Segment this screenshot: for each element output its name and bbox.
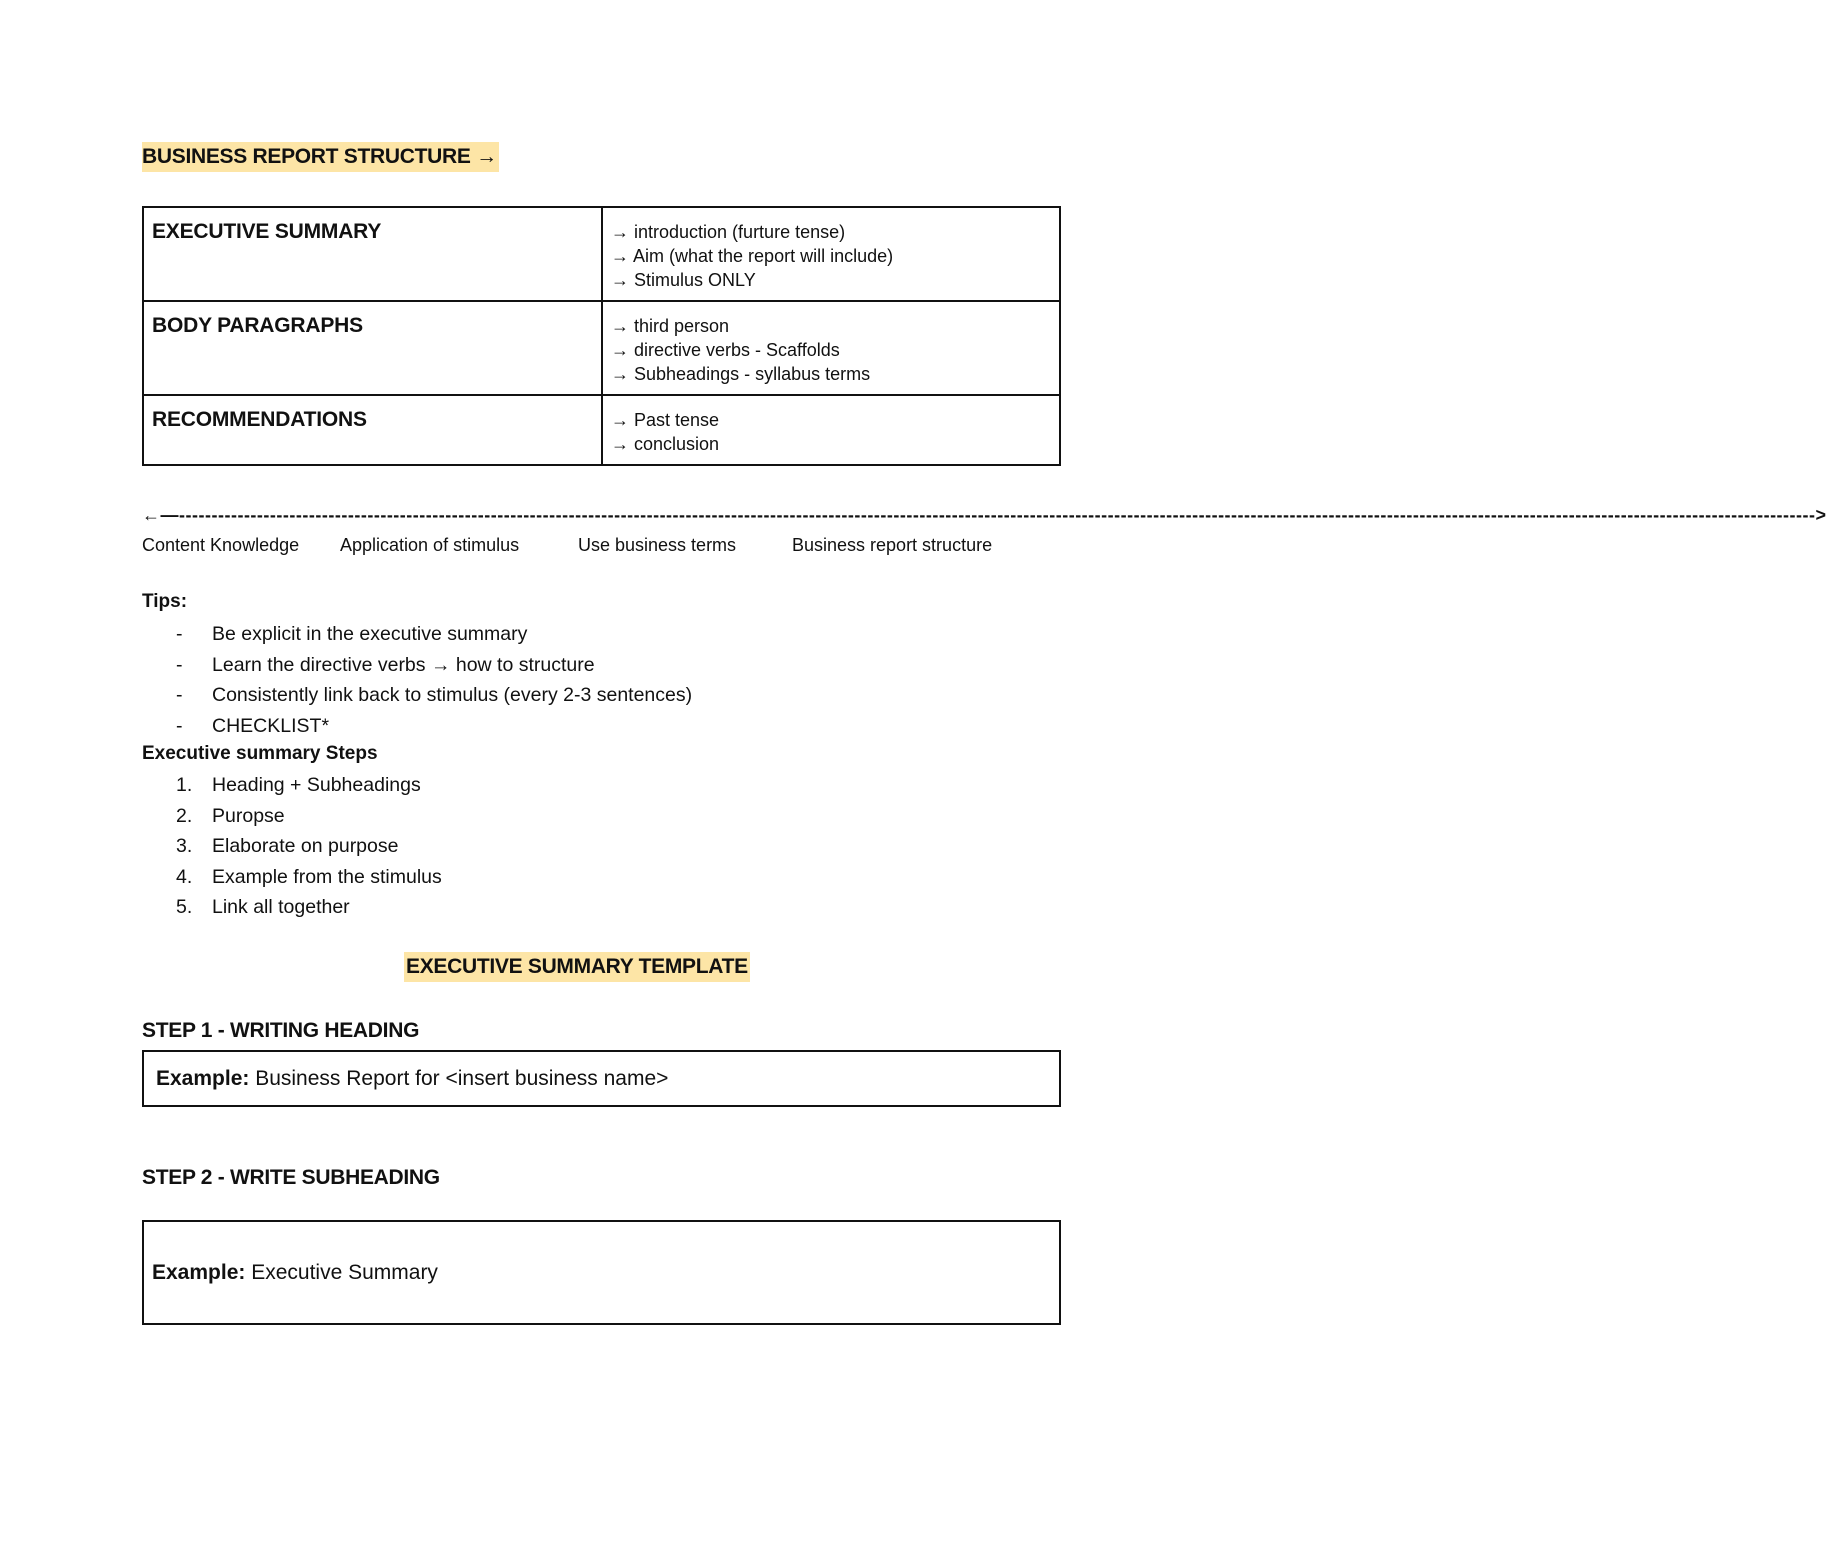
section-notes-executive-summary <box>602 207 1060 301</box>
tip-text: Learn the directive verbs → how to structure <box>212 653 595 676</box>
note-line: → directive verbs - Scaffolds <box>611 340 840 360</box>
tips-heading: Tips: <box>142 591 188 612</box>
step-text: Elaborate on purpose <box>212 835 399 857</box>
tip-text: Consistently link back to stimulus (every 2-3 sentences) <box>212 684 693 706</box>
list-item <box>142 681 692 712</box>
note-line: → Subheadings - syllabus terms <box>611 364 871 384</box>
table-row <box>143 207 1060 301</box>
step1-example <box>156 1067 668 1091</box>
step-text: Link all together <box>212 896 350 918</box>
note-line: → Aim (what the report will include) <box>611 246 894 266</box>
section-label-body-paragraphs: BODY PARAGRAPHS <box>143 301 602 395</box>
steps-heading: Executive summary Steps <box>142 743 378 764</box>
example-label: Example: <box>156 1067 250 1090</box>
step2-heading: STEP 2 - WRITE SUBHEADING <box>142 1166 440 1189</box>
step-number: 4. <box>176 865 193 888</box>
section-label-executive-summary: EXECUTIVE SUMMARY <box>143 207 602 301</box>
template-title: EXECUTIVE SUMMARY TEMPLATE <box>404 952 750 982</box>
list-item <box>142 863 442 894</box>
tip-text: Be explicit in the executive summary <box>212 623 528 645</box>
step1-heading: STEP 1 - WRITING HEADING <box>142 1019 420 1042</box>
table-row <box>143 301 1060 395</box>
step2-example <box>152 1261 438 1285</box>
note-line: → Past tense <box>611 410 720 430</box>
tips-list <box>142 620 692 742</box>
structure-table <box>142 206 1061 466</box>
bullet-dash: - <box>176 714 183 737</box>
section-notes-recommendations <box>602 395 1060 465</box>
scale-label: Content Knowledge <box>142 535 300 555</box>
step-number: 3. <box>176 835 193 857</box>
list-item <box>142 712 692 743</box>
list-item <box>142 802 442 833</box>
table-row <box>143 395 1060 465</box>
example-text: Executive Summary <box>245 1261 438 1284</box>
note-line: → third person <box>611 316 730 336</box>
step1-example-box <box>142 1050 1061 1107</box>
note-line: → introduction (furture tense) <box>611 222 846 242</box>
scale-arrow: ←—------------------------------------------------------------------------------------------------------------------------------------------------------------------------------------------------------------------------------------------------------------> <box>142 505 1827 525</box>
bullet-dash: - <box>176 684 183 706</box>
list-item <box>142 651 692 682</box>
step-number: 1. <box>176 774 193 796</box>
example-text: Business Report for <insert business name> <box>249 1067 669 1090</box>
section-label-recommendations: RECOMMENDATIONS <box>143 395 602 465</box>
scale-label: Application of stimulus <box>340 535 520 555</box>
page-title: BUSINESS REPORT STRUCTURE → <box>142 142 499 172</box>
step-number: 2. <box>176 804 193 827</box>
steps-list <box>142 771 442 924</box>
bullet-dash: - <box>176 623 183 645</box>
tip-text: CHECKLIST* <box>212 714 330 737</box>
scale-label: Business report structure <box>792 535 993 555</box>
example-label: Example: <box>152 1261 246 1284</box>
step-number: 5. <box>176 896 193 918</box>
note-line: → conclusion <box>611 434 720 454</box>
list-item <box>142 832 442 863</box>
step-text: Example from the stimulus <box>212 865 442 888</box>
list-item <box>142 893 442 924</box>
bullet-dash: - <box>176 653 183 676</box>
step-text: Puropse <box>212 804 285 827</box>
step-text: Heading + Subheadings <box>212 774 421 796</box>
section-notes-body-paragraphs <box>602 301 1060 395</box>
list-item <box>142 620 692 651</box>
scale-label: Use business terms <box>578 535 737 555</box>
step2-example-box <box>142 1220 1061 1325</box>
note-line: → Stimulus ONLY <box>611 270 756 290</box>
list-item <box>142 771 442 802</box>
